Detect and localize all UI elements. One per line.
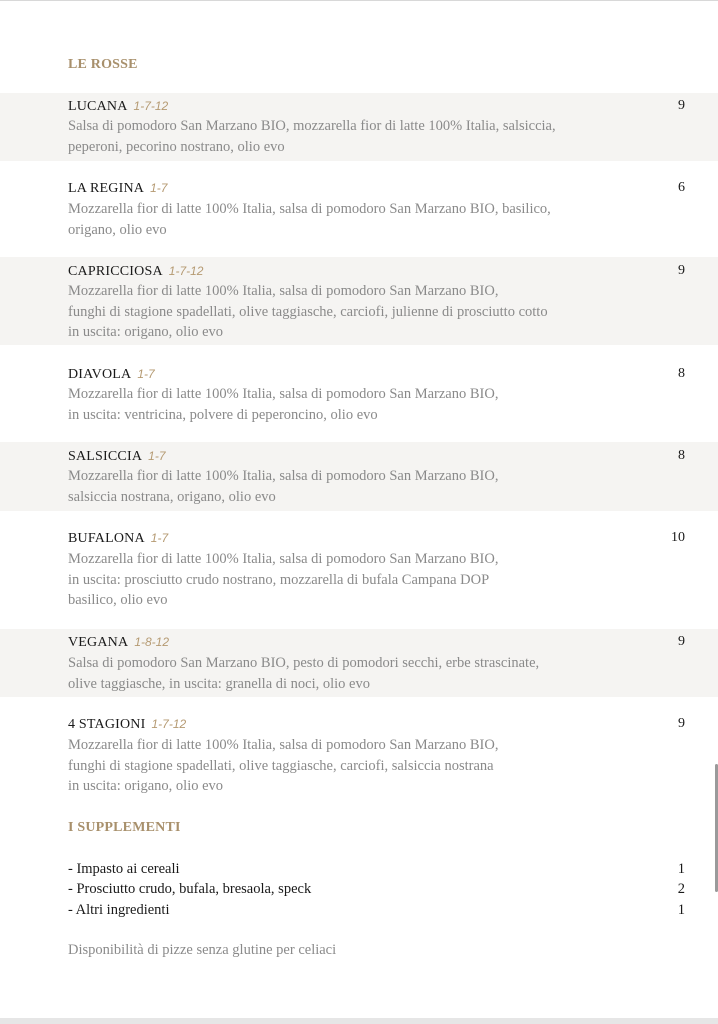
section-title-i-supplementi: I SUPPLEMENTI — [68, 820, 181, 835]
menu-item-bufalona — [0, 524, 718, 614]
item-name: SALSICCIA — [68, 449, 143, 464]
menu-item-salsiccia — [0, 442, 718, 511]
bottom-bar — [0, 1018, 718, 1024]
item-description: Mozzarella fior di latte 100% Italia, salsa di pomodoro San Marzano BIO, in uscita: prosciutto crudo nostrano, mozzarella di bufala Campana DOP basilico, olio evo — [68, 551, 499, 608]
item-description: Salsa di pomodoro San Marzano BIO, pesto di pomodori secchi, erbe strascinate, olive taggiasche, in uscita: granella di noci, olio evo — [68, 655, 540, 692]
item-description: Mozzarella fior di latte 100% Italia, salsa di pomodoro San Marzano BIO, funghi di stagione spadellati, olive taggiasche, carciofi, julienne di prosciutto cotto in uscita: origano, olio evo — [68, 283, 548, 340]
menu-item-4-stagioni — [0, 710, 718, 800]
item-allergens: 1-7 — [150, 531, 169, 545]
item-name: LA REGINA — [68, 181, 145, 196]
item-name: CAPRICCIOSA — [68, 264, 163, 279]
item-allergens: 1-8-12 — [134, 635, 169, 649]
item-description: Salsa di pomodoro San Marzano BIO, mozzarella fior di latte 100% Italia, salsiccia, peperoni, pecorino nostrano, olio evo — [68, 118, 556, 155]
supplement-price: 1 — [677, 861, 685, 877]
item-price: 10 — [671, 530, 685, 545]
item-price: 9 — [678, 263, 685, 278]
item-price: 9 — [678, 98, 685, 113]
item-price: 9 — [678, 634, 685, 649]
item-allergens: 1-7 — [148, 449, 166, 463]
gluten-free-note: Disponibilità di pizze senza glutine per celiaci — [68, 942, 337, 958]
menu-item-la-regina — [0, 175, 718, 243]
menu-item-lucana — [0, 93, 718, 161]
item-name: 4 STAGIONI — [68, 717, 146, 732]
item-allergens: 1-7 — [137, 367, 155, 381]
item-name: VEGANA — [68, 635, 129, 650]
item-description: Mozzarella fior di latte 100% Italia, salsa di pomodoro San Marzano BIO, in uscita: ventricina, polvere di peperoncino, olio evo — [68, 386, 499, 423]
item-allergens: 1-7 — [150, 181, 168, 195]
menu-item-diavola — [0, 359, 718, 427]
item-price: 8 — [678, 366, 685, 381]
item-name: LUCANA — [68, 99, 128, 114]
item-name: BUFALONA — [68, 531, 145, 546]
item-description: Mozzarella fior di latte 100% Italia, salsa di pomodoro San Marzano BIO, salsiccia nostrana, origano, olio evo — [68, 468, 499, 505]
item-name: DIAVOLA — [68, 367, 132, 382]
supplement-label: - Impasto ai cereali — [68, 861, 180, 877]
supplement-label: - Prosciutto crudo, bufala, bresaola, speck — [68, 881, 312, 897]
item-description: Mozzarella fior di latte 100% Italia, salsa di pomodoro San Marzano BIO, basilico, origano, olio evo — [68, 201, 551, 238]
supplement-label: - Altri ingredienti — [68, 902, 170, 918]
item-allergens: 1-7-12 — [133, 99, 169, 113]
item-allergens: 1-7-12 — [151, 717, 187, 731]
supplement-price: 1 — [677, 902, 685, 918]
item-description: Mozzarella fior di latte 100% Italia, salsa di pomodoro San Marzano BIO, funghi di stagione spadellati, olive taggiasche, carciofi, salsiccia nostrana in uscita: origano, olio evo — [68, 737, 499, 794]
menu-item-vegana — [0, 629, 718, 697]
item-price: 6 — [678, 180, 685, 195]
menu-item-capricciosa — [0, 257, 718, 345]
section-title-le-rosse: LE ROSSE — [68, 57, 138, 72]
item-price: 8 — [678, 448, 685, 463]
top-divider — [0, 0, 718, 1]
item-allergens: 1-7-12 — [168, 264, 204, 278]
item-price: 9 — [678, 716, 685, 731]
supplement-price: 2 — [677, 881, 685, 897]
